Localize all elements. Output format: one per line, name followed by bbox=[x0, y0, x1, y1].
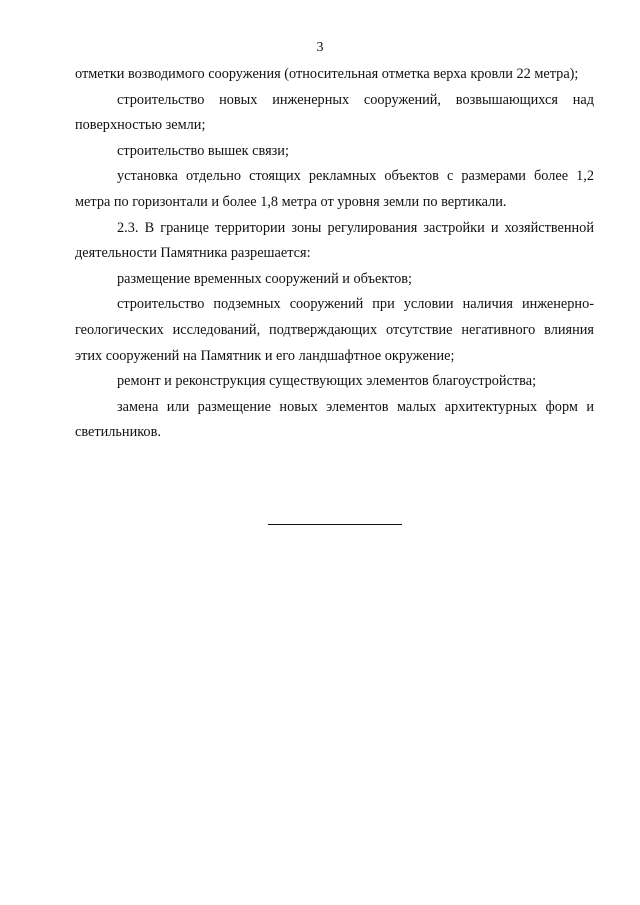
paragraph-list-item: размещение временных сооружений и объектов; bbox=[117, 270, 413, 287]
paragraph-list-item: строительство новых инженерных сооружений, возвышающихся над поверхностью земли; bbox=[75, 91, 594, 134]
paragraph-list-item: ремонт и реконструкция существующих элементов благоустройства; bbox=[117, 373, 537, 390]
paragraph-list-item: замена или размещение новых элементов малых архитектурных форм и светильников. bbox=[75, 398, 594, 441]
document-body bbox=[75, 62, 594, 446]
page-number: 3 bbox=[316, 40, 324, 55]
end-separator-line bbox=[268, 524, 402, 525]
paragraph-section-heading: 2.3. В границе территории зоны регулирования застройки и хозяйственной деятельности Памятника разрешается: bbox=[75, 219, 594, 262]
paragraph-list-item: установка отдельно стоящих рекламных объектов с размерами более 1,2 метра по горизонтали и более 1,8 метра от уровня земли по вертикали. bbox=[75, 168, 594, 210]
paragraph-list-item: строительство вышек связи; bbox=[117, 142, 289, 159]
paragraph-continuation: отметки возводимого сооружения (относительная отметка верха кровли 22 метра); bbox=[75, 66, 579, 82]
paragraph-list-item: строительство подземных сооружений при условии наличия инженерно-геологических исследований, подтверждающих отсутствие негативного влияния этих сооружений на Памятник и его ландшафтное окружение; bbox=[75, 296, 594, 364]
